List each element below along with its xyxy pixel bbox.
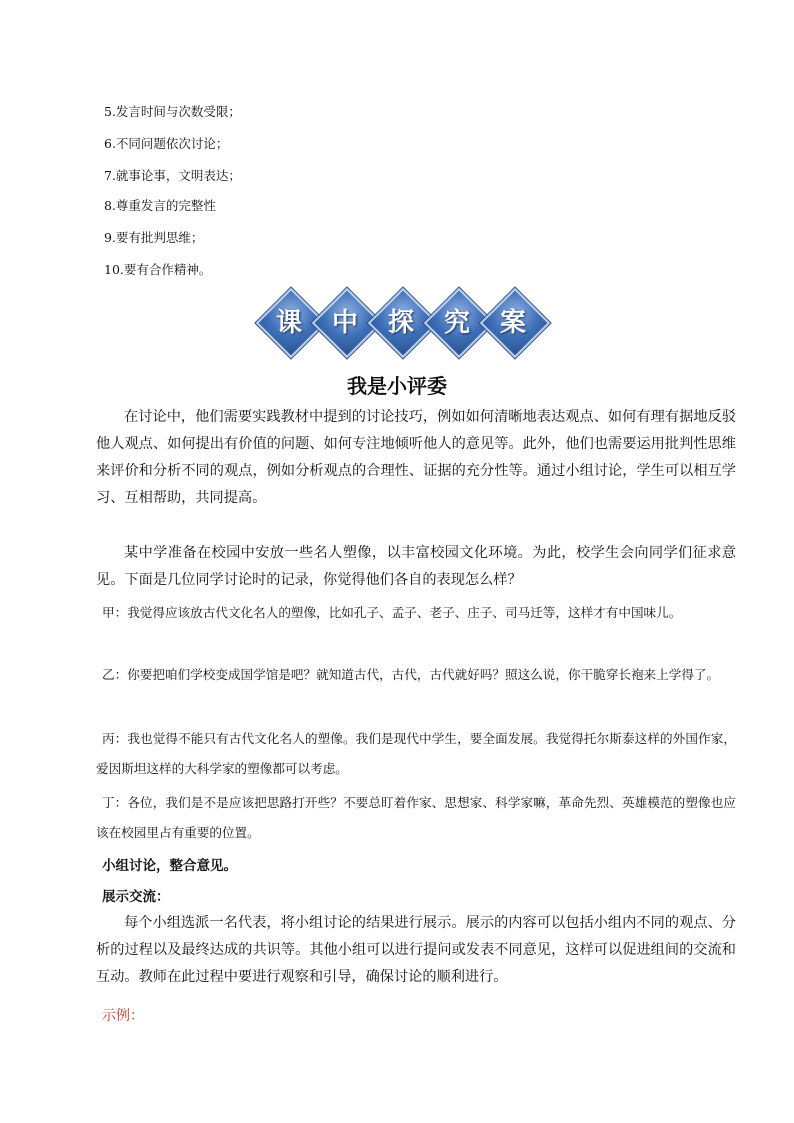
banner-char: 课 [275,308,302,338]
group-discussion-heading: 小组讨论，整合意见。 [102,858,237,874]
rule-item-10: 10.要有合作精神。 [104,262,212,277]
rule-item-5: 5.发言时间与次数受限； [104,104,241,119]
banner-char: 中 [331,308,358,338]
dialog-line-ding: 丁：各位，我们是不是应该把思路打开些？不要总盯着作家、思想家、科学家嘛，革命先烈、英雄模范的塑像也应该在校园里占有重要的位置。 [96,795,736,840]
banner-char: 案 [499,308,526,338]
rule-item-6: 6.不同问题依次讨论； [104,136,229,151]
dialog-line-bing: 丙：我也觉得不能只有古代文化名人的塑像。我们是现代中学生，要全面发展。我觉得托尔斯泰这样的外国作家，爱因斯坦这样的大科学家的塑像都可以考虑。 [96,731,736,776]
showcase-heading: 展示交流： [102,889,170,905]
dialog-line-yi: 乙：你要把咱们学校变成国学馆是吧？就知道古代，古代，古代就好吗？照这么说，你干脆穿长袍来上学得了。 [102,667,720,682]
intro-paragraph: 某中学准备在校园中安放一些名人塑像，以丰富校园文化环境。为此，校学生会向同学们征求意见。下面是几位同学讨论时的记录，你觉得他们各自的表现怎么样？ [96,545,736,588]
intro-paragraph: 在讨论中，他们需要实践教材中提到的讨论技巧，例如如何清晰地表达观点、如何有理有据地反驳他人观点、如何提出有价值的问题、如何专注地倾听他人的意见等。此外，他们也需要运用批判性思维来评价和分析不同的观点，例如分析观点的合理性、证据的充分性等。通过小组讨论，学生可以相互学习、互相帮助，共同提高。 [96,409,736,506]
showcase-paragraph: 每个小组选派一名代表，将小组讨论的结果进行展示。展示的内容可以包括小组内不同的观点、分析的过程以及最终达成的共识等。其他小组可以进行提问或发表不同意见，这样可以促进组间的交流和互动。教师在此过程中要进行观察和引导，确保讨论的顺利进行。 [96,915,736,985]
rule-item-7: 7.就事论事，文明表达； [104,168,241,183]
rule-item-8: 8.尊重发言的完整性 [104,198,216,213]
page-title: 我是小评委 [347,374,447,398]
banner-char: 究 [443,308,470,338]
section-banner [256,292,536,356]
banner-char: 探 [387,308,414,338]
example-label: 示例： [102,1008,144,1024]
dialog-line-jia: 甲：我觉得应该放古代文化名人的塑像，比如孔子、孟子、老子、庄子、司马迁等，这样才有中国味儿。 [102,605,682,620]
rule-item-9: 9.要有批判思维； [104,230,204,245]
